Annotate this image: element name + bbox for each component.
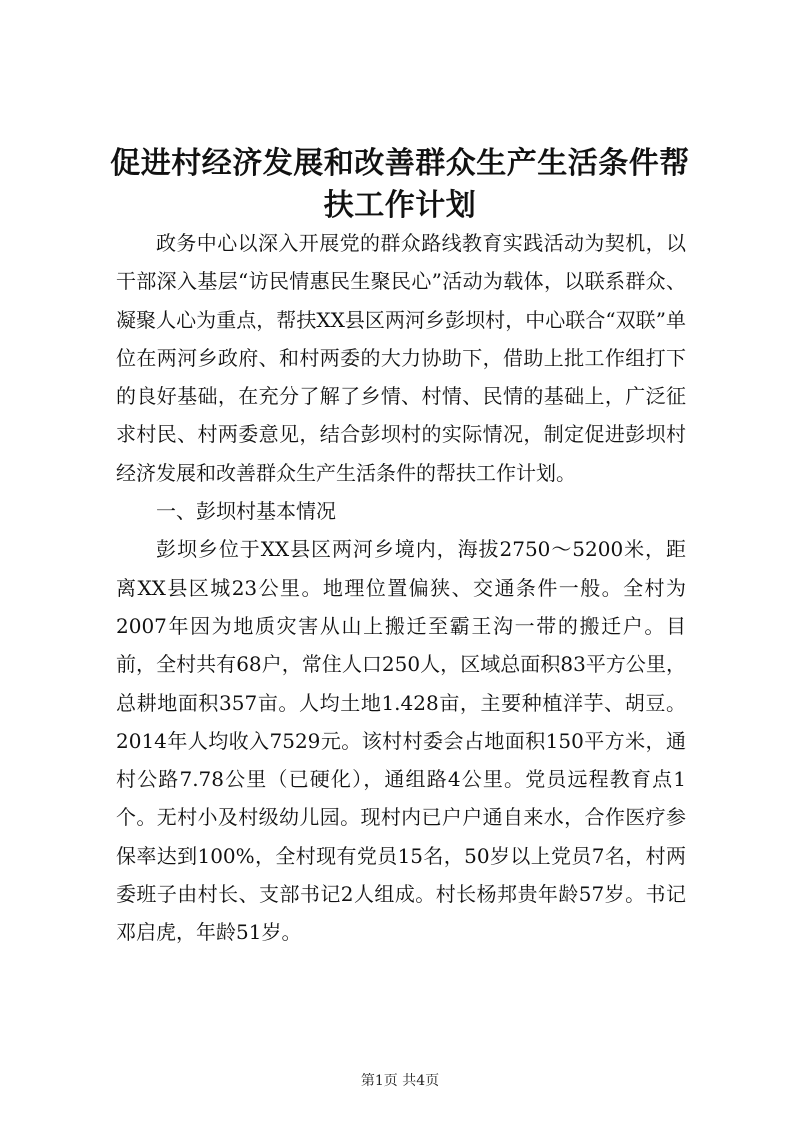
intro-paragraph: 政务中心以深入开展党的群众路线教育实践活动为契机，以干部深入基层“访民情惠民生聚民心”活动为载体，以联系群众、凝聚人心为重点，帮扶XX县区两河乡彭坝村，中心联合“双联”单位在两河乡政府、和村两委的大力协助下，借助上批工作组打下的良好基础，在充分了解了乡情、村情、民情的基础上，广泛征求村民、村两委意见，结合彭坝村的实际情况，制定促进彭坝村经济发展和改善群众生产生活条件的帮扶工作计划。 bbox=[116, 231, 686, 485]
document-title: 促进村经济发展和改善群众生产生活条件帮扶工作计划 bbox=[110, 146, 690, 223]
section-heading: 一、彭坝村基本情况 bbox=[156, 499, 336, 524]
basic-info-paragraph: 彭坝乡位于XX县区两河乡境内，海拔2750～5200米，距离XX县区城23公里。地理位置偏狭、交通条件一般。全村为2007年因为地质灾害从山上搬迁至霸王沟一带的搬迁户。目前，全村共有68户，常住人口250人，区域总面积83平方公里，总耕地面积357亩。人均土地1.428亩，主要种植洋芋、胡豆。2014年人均收入7529元。该村村委会占地面积150平方米，通村公路7.78公里（已硬化），通组路4公里。党员远程教育点1个。无村小及村级幼儿园。现村内已户户通自来水，合作医疗参保率达到100%，全村现有党员15名，50岁以上党员7名，村两委班子由村长、支部书记2人组成。村长杨邦贵年龄57岁。书记邓启虎，年龄51岁。 bbox=[116, 537, 686, 945]
page-number: 第1页 共4页 bbox=[360, 1073, 440, 1089]
document-body bbox=[116, 224, 686, 952]
